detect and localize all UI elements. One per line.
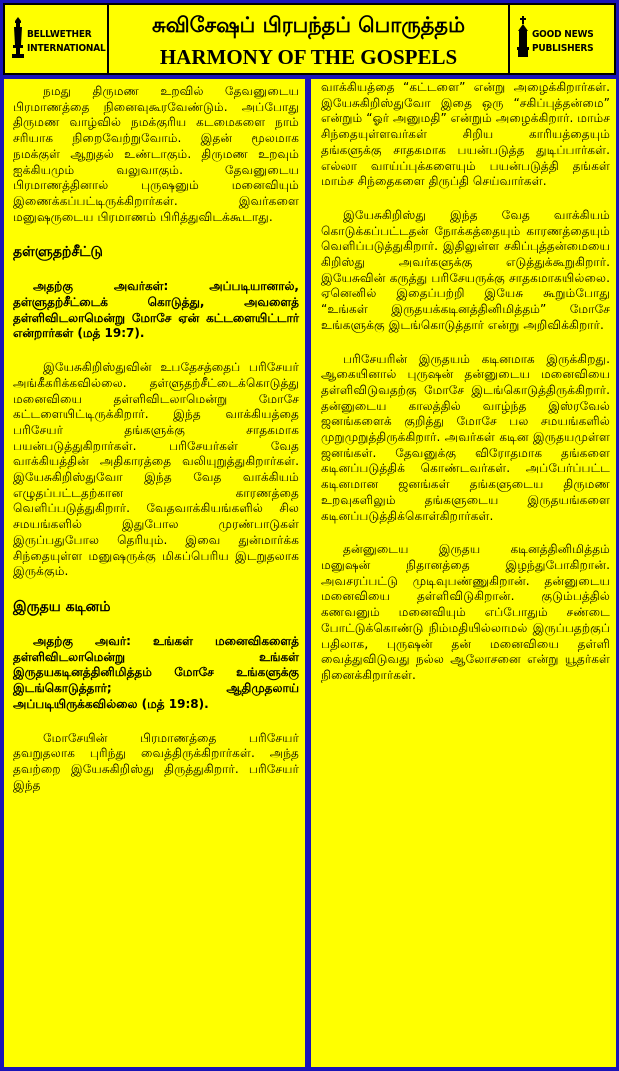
paragraph-3: மோசேயின் பிரமாணத்தை பரிசேயர் தவறுதலாக புரிந்து வைத்திருக்கிறார்கள். அந்த தவற்றை இயேசுகிறிஸ்து திருத்துகிறார். பரிசேயர் இந்த [13,730,299,792]
left-column [4,79,305,1067]
title-english: HARMONY OF THE GOSPELS [159,45,458,69]
left-logo-line1: BELLWETHER [27,29,92,40]
right-paragraph-1: வாக்கியத்தை “கட்டளை” என்று அழைக்கிறார்கள். இயேசுகிறிஸ்துவோ இதை ஒரு “சகிப்புத்தன்மை” என்றும் “ஓர் அனுமதி” என்றும் அழைக்கிறார். மாம்ச சிந்தையுள்ளவர்கள் சிறிய காரியத்தையும் தங்களுக்கு சாதகமாக பயன்படுத்த துடிப்பார்கள். எல்லா வாய்ப்புக்களையும் பயன்படுத்தி தங்கள் மாம்ச சிந்தைகளை திருப்தி செய்வார்கள். [321,80,611,189]
good-news-logo [508,5,614,73]
section-heading-hardness-of-heart: இருதய கடினம் [13,598,111,615]
scripture-quote-1: அதற்கு அவர்கள்: அப்படியானால், தள்ளுதற்சீட்டைக் கொடுத்து, அவளைத் தள்ளிவிடலாமென்று மோசே ஏன் கட்டளையிட்டார் என்றார்கள் (மத் 19:7). [13,279,299,341]
right-paragraph-3: பரிசேயரின் இருதயம் கடினமாக இருக்கிறது. ஆகையினால் புருஷன் தன்னுடைய மனைவியை தள்ளிவிடுவதற்கு மோசே இடங்கொடுத்திருக்கிறார். தன்னுடைய காலத்தில் வாழ்ந்த இஸ்ரவேல் ஜனங்களைக் குறித்து மோசே பல சமயங்களில் முறுமுறுத்திருக்கிறார். அவர்கள் கடின இருதயமுள்ள ஜனங்கள். தேவனுக்கு விரோதமாக தங்களை கடினப்படுத்திக் கொண்டவர்கள். அப்பேர்ப்பட்ட கடினமான ஜனங்கள் தங்களுடைய திருமண உறவுகளிலும் தங்களுடைய இருதயங்களை கடினப்படுத்திக்கொள்கிறார்கள். [321,351,610,523]
bellwether-logo [5,5,109,73]
right-logo-line1: GOOD NEWS [532,29,594,40]
left-logo-line2: INTERNATIONAL [27,43,106,54]
section-heading-divorce-certificate: தள்ளுதற்சீட்டு [13,244,103,261]
header-banner [3,3,616,75]
intro-paragraph: நமது திருமண உறவில் தேவனுடைய பிரமாணத்தை நினைவுகூரவேண்டும். அப்போது திருமண வாழ்வில் நமக்குரிய கடமைகளை நாம் சரியாக நிறைவேற்றுவோம். இதன் மூலமாக நமக்குள் ஆறுதல் உண்டாகும். திருமண உறவும் ஐக்கியமும் வலுவாகும். தேவனுடைய பிரமாணத்தினால் புருஷனும் மனைவியும் இணைக்கப்பட்டிருக்கிறார்கள். இவர்களை மனுஷருடைய பிரமாணம் பிரித்துவிடக்கூடாது. [13,84,299,224]
title-tamil: சுவிசேஷப் பிரபந்தப் பொருத்தம் [152,13,465,37]
church-icon [516,15,530,59]
lamp-icon [11,15,25,59]
paragraph-2: இயேசுகிறிஸ்துவின் உபதேசத்தைப் பரிசேயர் அங்கீகரிக்கவில்லை. தள்ளுதற்சீட்டைக்கொடுத்து மனைவியை தள்ளிவிடலாமென்று மோசே கட்டளையிட்டிருக்கிறார். இந்த வாக்கியத்தை பரிசேயர் தங்களுக்கு சாதகமாக பயன்படுத்துகிறார்கள். பரிசேயர்கள் வேத வாக்கியத்தின் அதிகாரத்தை வலியுறுத்துகிறார்கள். இயேசுகிறிஸ்துவோ இந்த வேத வாக்கியம் எழுதப்பட்டதற்கான காரணத்தை வெளிப்படுத்துகிறார். வேதவாக்கியங்களில் சில சமயங்களில் இதுபோல முரண்பாடுகள் இருப்பதுபோல தெரியும். இவை துன்மார்க்க சிந்தையுள்ள மனுஷருக்கு மிகப்பெரிய இடறுதலாக இருக்கும். [13,360,299,579]
right-logo-line2: PUBLISHERS [532,43,594,54]
right-paragraph-4: தன்னுடைய இருதய கடினத்தினிமித்தம் மனுஷன் நிதானத்தை இழந்துபோகிறான். அவசரப்பட்டு முடிவுபண்ணுகிறான். தன்னுடைய மனைவியை தள்ளிவிடுகிறான். குடும்பத்தில் கணவனும் மனைவியும் எப்போதும் சண்டை போட்டுக்கொண்டு நிம்மதியில்லாமல் இருப்பதற்குப் பதிலாக, புருஷன் தன் மனைவியை தள்ளி வைத்துவிடுவது நல்ல ஆலோசனை என்று யூதர்கள் நினைக்கிறார்கள். [321,542,610,682]
right-paragraph-2: இயேசுகிறிஸ்து இந்த வேத வாக்கியம் கொடுக்கப்பட்டதன் நோக்கத்தையும் காரணத்தையும் வெளிப்படுத்துகிறார். இதிலுள்ள சகிப்புத்தன்மையை கிறிஸ்து அவர்களுக்கு எடுத்துக்கூறுகிறார். இயேசுவின் கருத்து பரிசேயருக்கு சாதகமாகயில்லை. ஏனெனில் இதைப்பற்றி இயேசு கூறும்போது “உங்கள் இருதயக்கடினத்தினிமித்தம்” மோசே உங்களுக்கு இடங்கொடுத்தார் என்று அறிவிக்கிறார். [321,207,610,332]
scripture-quote-2: அதற்கு அவர்: உங்கள் மனைவிகளைத் தள்ளிவிடலாமென்று உங்கள் இருதயகடினத்தினிமித்தம் மோசே உங்களுக்கு இடங்கொடுத்தார்; ஆதிமுதலாய் அப்படியிருக்கவில்லை (மத் 19:8). [13,633,299,711]
right-column [311,79,616,1067]
